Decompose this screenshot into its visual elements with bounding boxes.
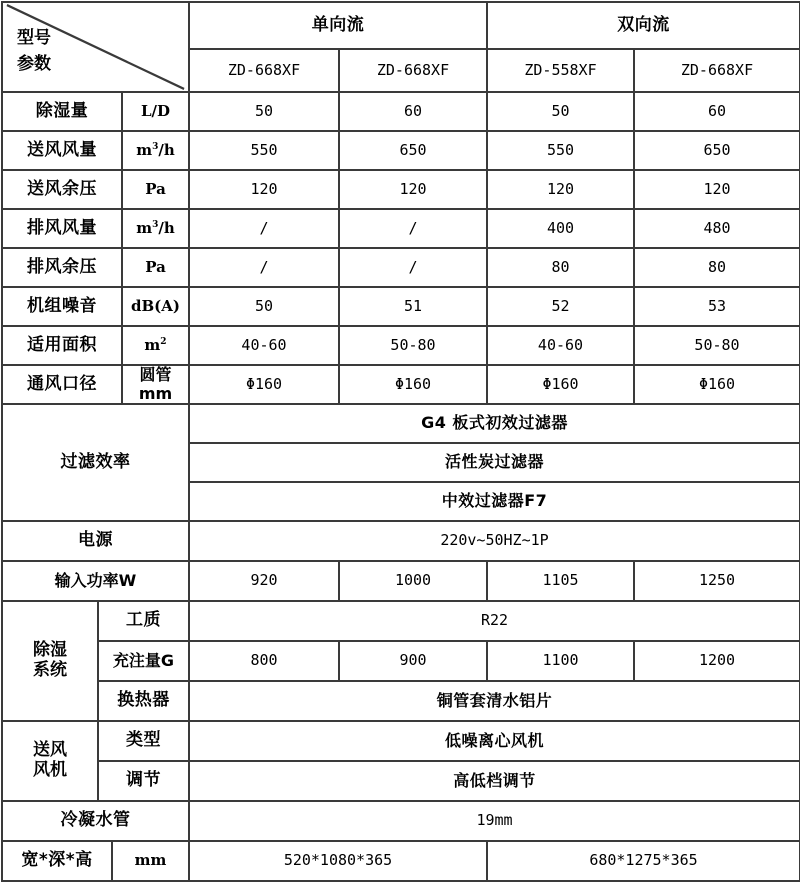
spec-value-2-3: 120 [634, 170, 800, 209]
spec-label-4: 排风余压 [2, 248, 122, 287]
corner-header-cell [2, 2, 189, 92]
flow-group-single: 单向流 [189, 2, 487, 49]
input-power-row [2, 561, 800, 601]
fan-value-adjust: 高低档调节 [189, 761, 800, 801]
model-name-1: ZD-668XF [189, 49, 339, 92]
supply-fan-label [2, 721, 98, 801]
input-power-label: 输入功率W [2, 561, 189, 601]
spec-value-0-2: 50 [487, 92, 634, 131]
spec-label-5: 机组噪音 [2, 287, 122, 326]
spec-unit-6: $m^2$ [122, 326, 189, 365]
input-power-value-0: 920 [189, 561, 339, 601]
spec-value-5-1: 51 [339, 287, 487, 326]
dehumid-system-label [2, 601, 98, 721]
spec-value-1-0: 550 [189, 131, 339, 170]
power-supply-row [2, 521, 800, 561]
power-supply-label: 电源 [2, 521, 189, 561]
fan-sub-label-1: 调节 [98, 761, 189, 801]
dehumid-row-exchanger [2, 681, 800, 721]
fan-label-line1: 送风 [33, 740, 67, 761]
filter-item-2: 中效过滤器F7 [189, 482, 800, 521]
spec-value-4-0: / [189, 248, 339, 287]
dimensions-row [2, 841, 800, 881]
spec-value-0-3: 60 [634, 92, 800, 131]
spec-value-5-2: 52 [487, 287, 634, 326]
spec-value-4-2: 80 [487, 248, 634, 287]
spec-unit-2: Pa [122, 170, 189, 209]
specification-table [1, 1, 800, 882]
fan-label-line2: 风机 [33, 760, 67, 780]
model-name-2: ZD-668XF [339, 49, 487, 92]
spec-value-3-0: / [189, 209, 339, 248]
flow-group-dual: 双向流 [487, 2, 800, 49]
fan-row-adjust [2, 761, 800, 801]
dimensions-label: 宽*深*高 [2, 841, 112, 881]
spec-value-7-2: Φ160 [487, 365, 634, 404]
spec-value-3-2: 400 [487, 209, 634, 248]
spec-label-1: 送风风量 [2, 131, 122, 170]
dehumid-charge-value-1: 900 [339, 641, 487, 681]
spec-value-6-3: 50-80 [634, 326, 800, 365]
dehumid-sub-label-1: 充注量G [98, 641, 189, 681]
condensate-pipe-row [2, 801, 800, 841]
table-row [2, 248, 800, 287]
spec-label-7: 通风口径 [2, 365, 122, 404]
dehumid-value-exchanger: 铜管套清水铝片 [189, 681, 800, 721]
table-row [2, 170, 800, 209]
dehumid-charge-value-2: 1100 [487, 641, 634, 681]
dehumid-sub-label-2: 换热器 [98, 681, 189, 721]
dehumid-sub-label-0: 工质 [98, 601, 189, 641]
filter-item-0: G4 板式初效过滤器 [189, 404, 800, 443]
filter-item-1: 活性炭过滤器 [189, 443, 800, 482]
dehumid-charge-value-3: 1200 [634, 641, 800, 681]
spec-value-2-1: 120 [339, 170, 487, 209]
spec-value-3-3: 480 [634, 209, 800, 248]
dimensions-value-1: 680*1275*365 [487, 841, 800, 881]
dehumid-value-refrigerant: R22 [189, 601, 800, 641]
fan-sub-label-0: 类型 [98, 721, 189, 761]
dehumid-charge-value-0: 800 [189, 641, 339, 681]
corner-label-model: 型号 [17, 28, 51, 48]
input-power-value-3: 1250 [634, 561, 800, 601]
spec-unit-0: L/D [122, 92, 189, 131]
dehumid-row-charge [2, 641, 800, 681]
table-row [2, 365, 800, 404]
dehumid-label-line2: 系统 [33, 660, 67, 680]
spec-unit-7: 圆管mm [122, 365, 189, 404]
spec-label-3: 排风风量 [2, 209, 122, 248]
power-supply-value: 220v~50HZ~1P [189, 521, 800, 561]
table-row [2, 326, 800, 365]
corner-label-parameter: 参数 [17, 54, 51, 74]
fan-row-type [2, 721, 800, 761]
table-row [2, 92, 800, 131]
spec-value-4-1: / [339, 248, 487, 287]
condensate-pipe-label: 冷凝水管 [2, 801, 189, 841]
spec-value-0-0: 50 [189, 92, 339, 131]
input-power-value-1: 1000 [339, 561, 487, 601]
condensate-pipe-value: 19mm [189, 801, 800, 841]
spec-unit-5: dB(A) [122, 287, 189, 326]
spec-label-2: 送风余压 [2, 170, 122, 209]
spec-unit-3: $m^3/h$ [122, 209, 189, 248]
model-name-4: ZD-668XF [634, 49, 800, 92]
spec-value-5-0: 50 [189, 287, 339, 326]
spec-value-1-1: 650 [339, 131, 487, 170]
filter-row-1 [2, 404, 800, 443]
header-flow-row [2, 2, 800, 49]
spec-value-6-2: 40-60 [487, 326, 634, 365]
spec-value-6-0: 40-60 [189, 326, 339, 365]
spec-value-4-3: 80 [634, 248, 800, 287]
dehumid-row-refrigerant [2, 601, 800, 641]
spec-label-6: 适用面积 [2, 326, 122, 365]
spec-value-5-3: 53 [634, 287, 800, 326]
spec-unit-4: Pa [122, 248, 189, 287]
spec-label-0: 除湿量 [2, 92, 122, 131]
spec-value-3-1: / [339, 209, 487, 248]
spec-value-6-1: 50-80 [339, 326, 487, 365]
table-row [2, 287, 800, 326]
spec-value-2-2: 120 [487, 170, 634, 209]
spec-value-0-1: 60 [339, 92, 487, 131]
spec-value-7-1: Φ160 [339, 365, 487, 404]
spec-value-7-0: Φ160 [189, 365, 339, 404]
spec-value-7-3: Φ160 [634, 365, 800, 404]
dimensions-value-0: 520*1080*365 [189, 841, 487, 881]
spec-value-1-2: 550 [487, 131, 634, 170]
table-row [2, 131, 800, 170]
fan-value-type: 低噪离心风机 [189, 721, 800, 761]
spec-unit-1: $m^3/h$ [122, 131, 189, 170]
spec-value-2-0: 120 [189, 170, 339, 209]
input-power-value-2: 1105 [487, 561, 634, 601]
dimensions-unit: mm [112, 841, 189, 881]
spec-value-1-3: 650 [634, 131, 800, 170]
dehumid-label-line1: 除湿 [33, 640, 67, 661]
model-name-3: ZD-558XF [487, 49, 634, 92]
table-row [2, 209, 800, 248]
filter-label: 过滤效率 [2, 404, 189, 521]
